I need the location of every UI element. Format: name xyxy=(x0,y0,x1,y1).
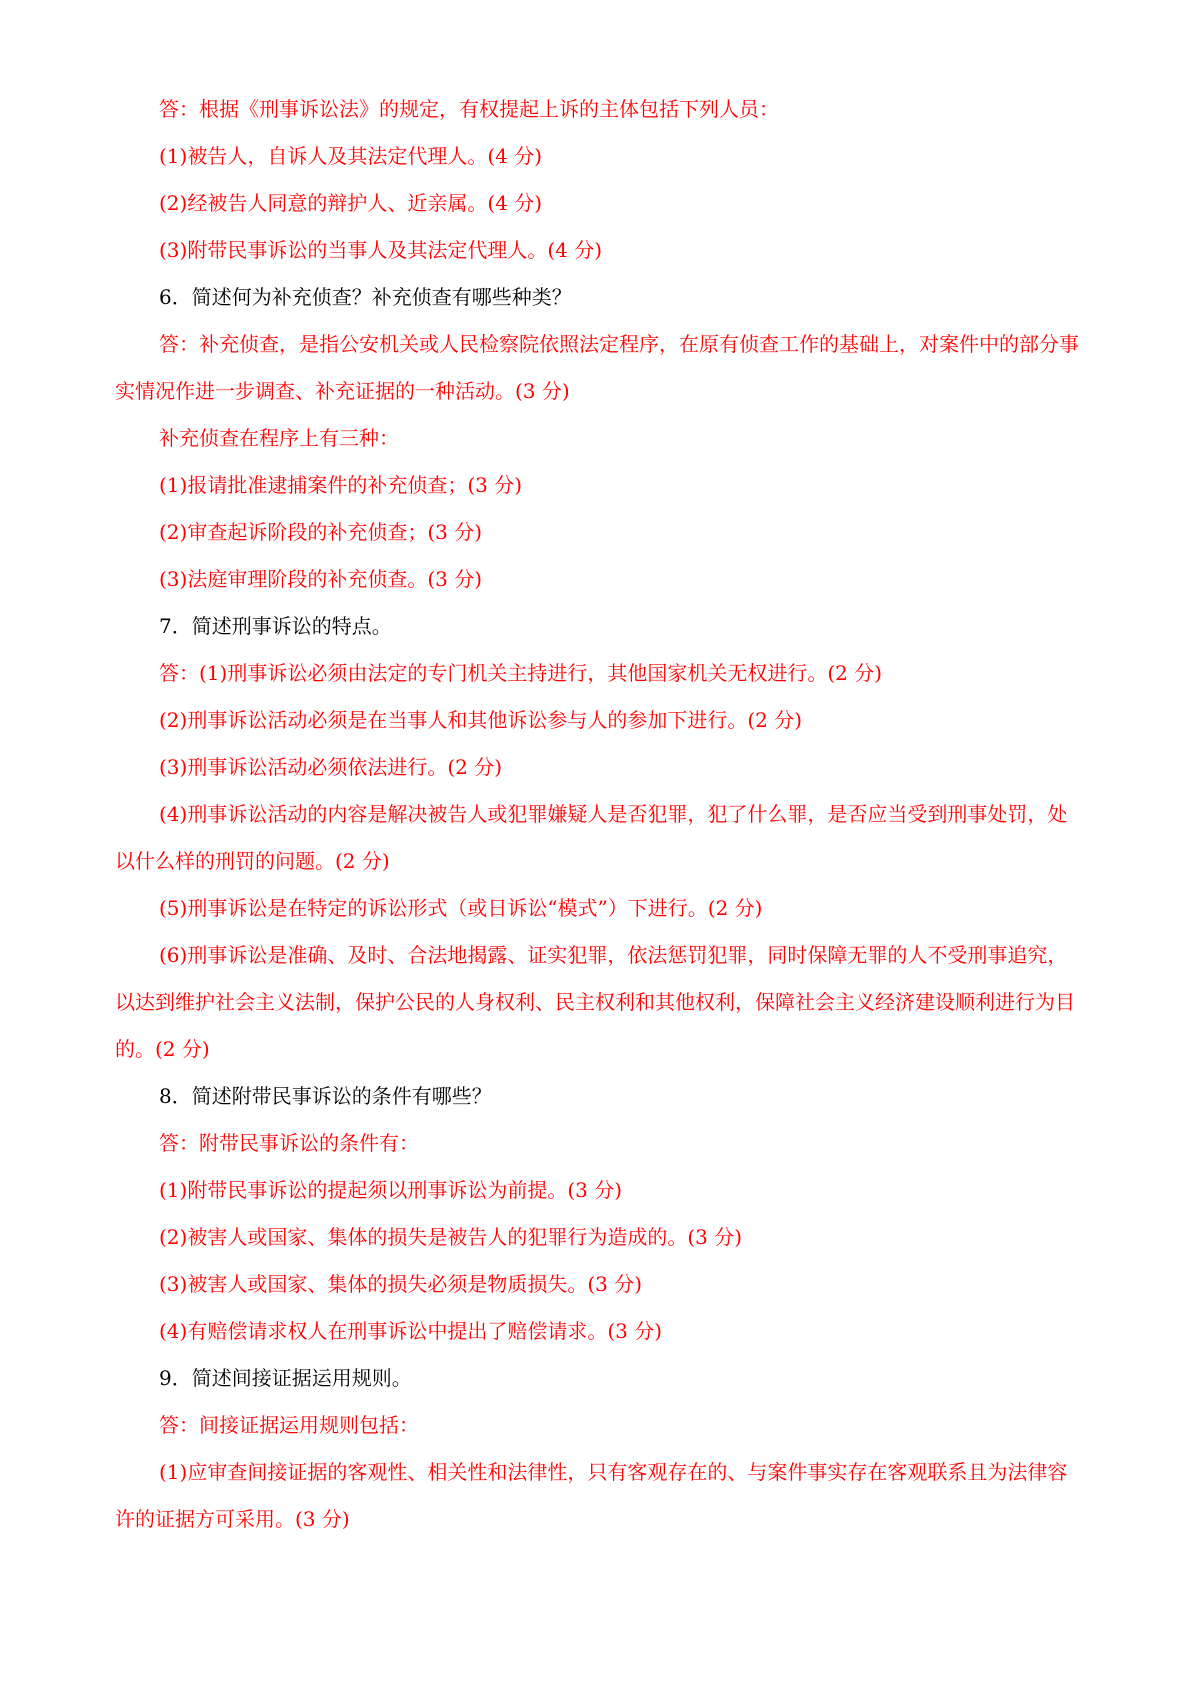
question-7: 7．简述刑事诉讼的特点。 xyxy=(159,614,392,638)
answer-paragraph: 答：补充侦查，是指公安机关或人民检察院依照法定程序，在原有侦查工作的基础上，对案件中的部分事实情况作进一步调查、补充证据的一种活动。(3 分) xyxy=(115,332,1079,403)
answer-paragraph: (2)刑事诉讼活动必须是在当事人和其他诉讼参与人的参加下进行。(2 分) xyxy=(159,708,803,732)
question-9: 9．简述间接证据运用规则。 xyxy=(159,1366,412,1390)
answer-paragraph: (6)刑事诉讼是准确、及时、合法地揭露、证实犯罪，依法惩罚犯罪，同时保障无罪的人不受刑事追究，以达到维护社会主义法制，保护公民的人身权利、民主权利和其他权利，保障社会主义经济建设顺利进行为目的。(2 分) xyxy=(115,943,1075,1061)
answer-paragraph: (3)法庭审理阶段的补充侦查。(3 分) xyxy=(159,567,483,591)
answer-paragraph: (2)被害人或国家、集体的损失是被告人的犯罪行为造成的。(3 分) xyxy=(159,1225,743,1249)
answer-paragraph: (1)附带民事诉讼的提起须以刑事诉讼为前提。(3 分) xyxy=(159,1178,623,1202)
answer-paragraph: (3)附带民事诉讼的当事人及其法定代理人。(4 分) xyxy=(159,238,603,262)
answer-paragraph: 答：间接证据运用规则包括： xyxy=(159,1413,419,1437)
answer-paragraph: (1)报请批准逮捕案件的补充侦查；(3 分) xyxy=(159,473,523,497)
answer-paragraph: (1)应审查间接证据的客观性、相关性和法律性，只有客观存在的、与案件事实存在客观联系且为法律容许的证据方可采用。(3 分) xyxy=(115,1460,1068,1531)
answer-paragraph: (4)有赔偿请求权人在刑事诉讼中提出了赔偿请求。(3 分) xyxy=(159,1319,663,1343)
answer-paragraph: 补充侦查在程序上有三种： xyxy=(159,426,399,450)
question-8: 8．简述附带民事诉讼的条件有哪些？ xyxy=(159,1084,492,1108)
answer-paragraph: (2)审查起诉阶段的补充侦查；(3 分) xyxy=(159,520,483,544)
answer-paragraph: (3)被害人或国家、集体的损失必须是物质损失。(3 分) xyxy=(159,1272,643,1296)
answer-paragraph: 答：根据《刑事诉讼法》的规定，有权提起上诉的主体包括下列人员： xyxy=(159,97,779,121)
answer-paragraph: 答：(1)刑事诉讼必须由法定的专门机关主持进行，其他国家机关无权进行。(2 分) xyxy=(159,661,883,685)
answer-paragraph: (4)刑事诉讼活动的内容是解决被告人或犯罪嫌疑人是否犯罪，犯了什么罪，是否应当受到刑事处罚，处以什么样的刑罚的问题。(2 分) xyxy=(115,802,1068,873)
answer-paragraph: (3)刑事诉讼活动必须依法进行。(2 分) xyxy=(159,755,503,779)
question-6: 6．简述何为补充侦查？补充侦查有哪些种类？ xyxy=(159,285,572,309)
answer-paragraph: (1)被告人，自诉人及其法定代理人。(4 分) xyxy=(159,144,543,168)
answer-paragraph: (5)刑事诉讼是在特定的诉讼形式（或日诉讼“模式”）下进行。(2 分) xyxy=(159,896,763,920)
answer-paragraph: 答：附带民事诉讼的条件有： xyxy=(159,1131,419,1155)
answer-paragraph: (2)经被告人同意的辩护人、近亲属。(4 分) xyxy=(159,191,543,215)
